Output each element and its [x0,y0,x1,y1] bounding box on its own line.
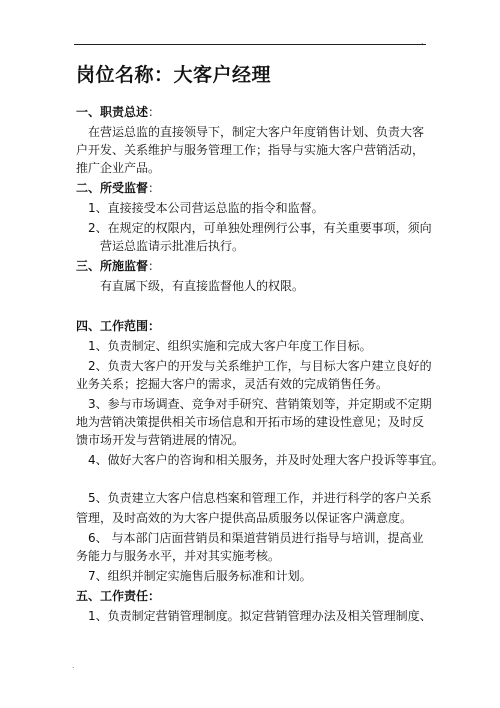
section-3-line-1: 有直属下级，有直接监督他人的权限。 [100,279,305,293]
section-4-line-11: 务能力与服务水平，并对其实施考核。 [76,549,281,563]
section-1-line-2: 户开发、关系维护与服务管理工作；指导与实施大客户营销活动， [76,143,425,157]
section-3-heading-text: 三、所施监督 [76,259,149,273]
section-4-line-4: 3、参与市场调查、竞争对手研究、营销策划等，并定期或不定期 [88,397,432,411]
section-4-line-1: 1、负责制定、组织实施和完成大客户年度工作目标。 [88,339,372,353]
section-3-heading [76,258,160,274]
section-4-line-12: 7、组织并制定实施售后服务标准和计划。 [88,569,312,583]
section-2-colon: ： [148,181,161,195]
section-1-line-1: 在营运总监的直接领导下，制定大客户年度销售计划、负责大客 [88,125,425,139]
page-title: 岗位名称：大客户经理 [76,64,272,86]
section-5-line-1: 1、负责制定营销管理制度。拟定营销管理办法及相关管理制度、 [88,609,432,623]
section-4-line-3: 业务关系；挖掘大客户的需求，灵活有效的完成销售任务。 [76,377,389,391]
section-2-heading-text: 二、所受监督 [76,181,149,195]
section-4-line-8: 5、负责建立大客户信息档案和管理工作，并进行科学的客户关系 [88,491,432,505]
section-2-line-1: 1、直接接受本公司营运总监的指令和监督。 [88,201,324,215]
section-4-line-5: 地为营销决策提供相关市场信息和开拓市场的建设性意见；及时反 [76,415,425,429]
section-1-heading-text: 一、职责总述 [76,105,149,119]
section-4-line-6: 馈市场开发与营销进展的情况。 [76,433,245,447]
section-4-line-9: 管理，及时高效的为大客户提供高品质服务以保证客户满意度。 [76,511,413,525]
section-4-line-10: 6、 与本部门店面营销员和渠道营销员进行指导与培训，提高业 [88,531,424,545]
section-2-line-3: 营运总监请示批准后执行。 [100,239,245,253]
section-4-line-2: 2、负责大客户的开发与关系维护工作，与目标大客户建立良好的 [88,359,432,373]
header-rule [74,44,426,45]
footer-dot: . [72,661,75,670]
section-2-line-2: 2、在规定的权限内，可单独处理例行公事，有关重要事项，须向 [88,221,432,235]
section-1-heading [76,104,160,120]
section-2-heading [76,180,160,196]
section-3-colon: ： [148,259,161,273]
section-5-heading: 五、工作责任： [76,589,161,603]
section-1-colon: ： [148,105,161,119]
header-dot: . [421,37,424,46]
section-1-line-3: 推广企业产品。 [76,161,161,175]
section-4-line-7: 4、做好大客户的咨询和相关服务，并及时处理大客户投诉等事宜。 [88,453,444,467]
section-4-heading: 四、工作范围： [76,319,161,333]
